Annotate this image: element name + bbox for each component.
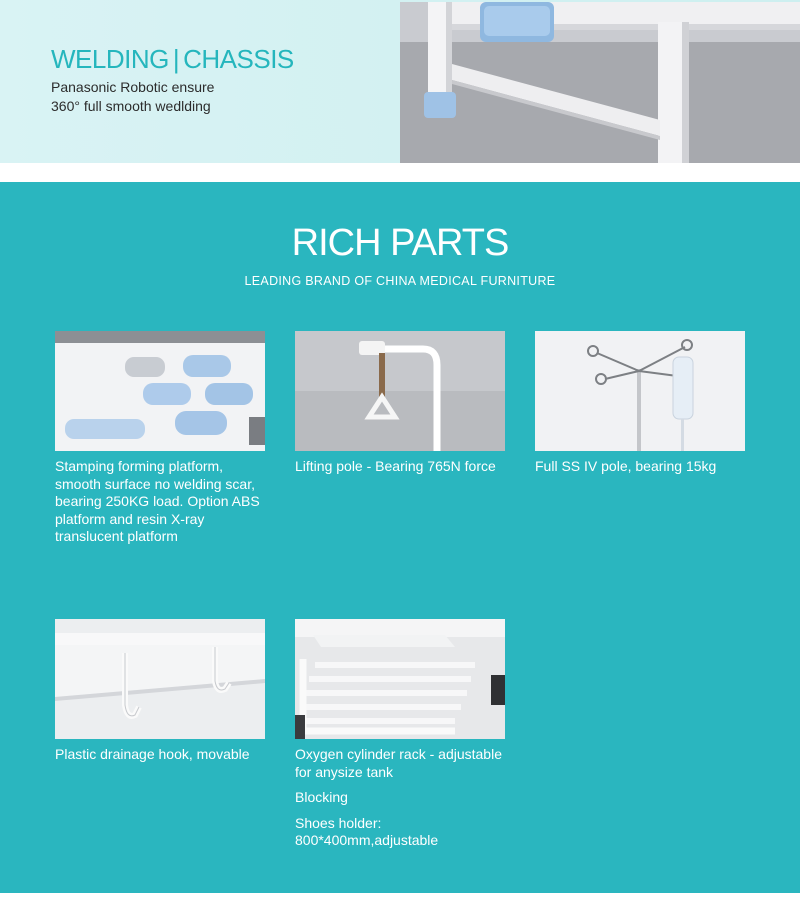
part-caption: Oxygen cylinder rack - adjustable for anysize tank (295, 746, 502, 780)
drainage-hook-photo (55, 619, 265, 739)
welding-chassis-banner (0, 0, 800, 163)
banner-title-left: WELDING (51, 44, 169, 74)
banner-title-right: CHASSIS (183, 44, 294, 74)
bottom-strip (0, 893, 800, 901)
rich-parts-section (0, 182, 800, 893)
part-card-oxygen-rack (295, 619, 507, 850)
lifting-pole-photo (295, 331, 505, 451)
section-title: RICH PARTS (291, 222, 509, 264)
part-card-iv-pole (535, 331, 747, 476)
chassis-photo (400, 2, 800, 163)
section-subtitle: LEADING BRAND OF CHINA MEDICAL FURNITURE (244, 274, 556, 288)
banner-subtitle-line1: Panasonic Robotic ensure (51, 79, 215, 95)
banner-title (51, 44, 294, 75)
banner-subtitle (51, 78, 311, 116)
part-caption: Stamping forming platform, smooth surface no welding scar, bearing 250KG load. Option ABS platform and resin X-ray translucent platform (55, 458, 260, 544)
part-card-drainage-hook (55, 619, 267, 764)
platform-photo (55, 331, 265, 451)
part-caption-shoes-holder: Shoes holder: 800*400mm,adjustable (295, 814, 439, 848)
part-caption: Plastic drainage hook, movable (55, 746, 250, 762)
banner-title-separator: | (172, 44, 180, 74)
part-caption: Full SS IV pole, bearing 15kg (535, 458, 717, 474)
part-caption-blocking: Blocking (295, 789, 348, 805)
iv-pole-photo (535, 331, 745, 451)
oxygen-rack-photo (295, 619, 505, 739)
part-caption: Lifting pole - Bearing 765N force (295, 458, 496, 474)
banner-subtitle-line2: 360° full smooth wedlding (51, 98, 211, 114)
part-card-platform (55, 331, 267, 546)
part-card-lifting-pole (295, 331, 507, 476)
